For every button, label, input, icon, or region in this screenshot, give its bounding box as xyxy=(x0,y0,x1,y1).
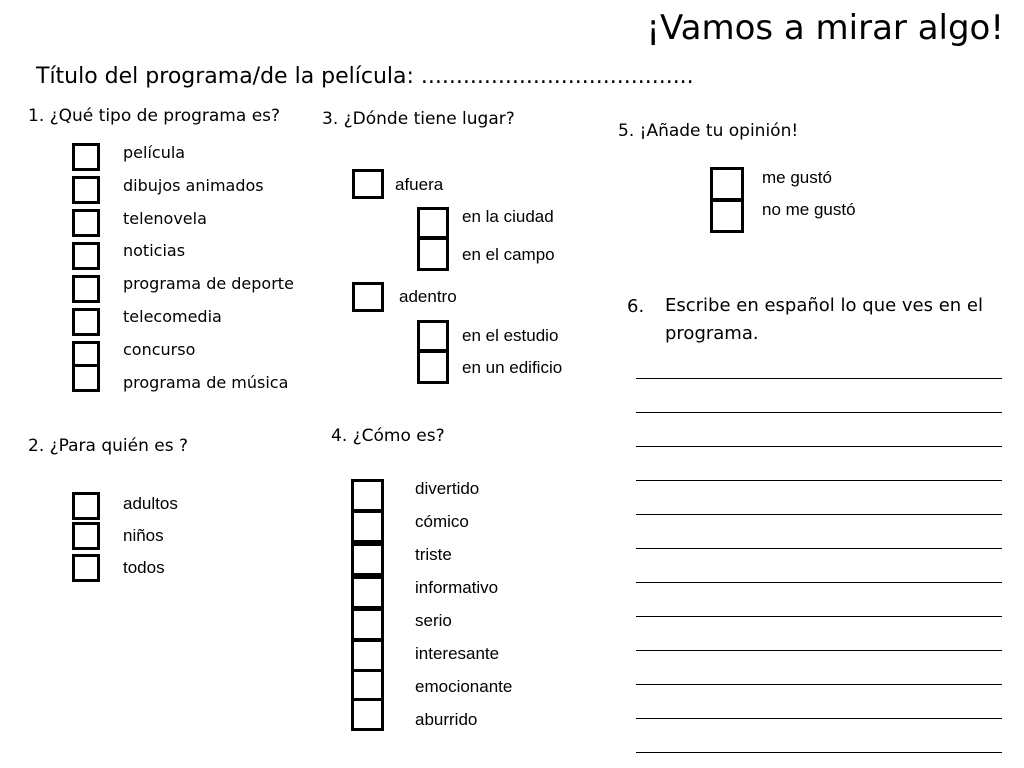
option-label: cómico xyxy=(415,512,469,531)
writing-line[interactable] xyxy=(636,684,1002,685)
option-label: concurso xyxy=(123,340,196,359)
option-label: programa de deporte xyxy=(123,274,294,293)
question-5: 5. ¡Añade tu opinión! xyxy=(618,121,799,141)
option-label: interesante xyxy=(415,644,500,663)
writing-line[interactable] xyxy=(636,446,1002,447)
option-label: en el campo xyxy=(462,245,555,264)
checkbox-afuera[interactable] xyxy=(352,169,384,199)
option-label: informativo xyxy=(415,578,499,597)
question-4: 4. ¿Cómo es? xyxy=(331,426,445,446)
option-label: divertido xyxy=(415,479,480,498)
checkbox-telenovela[interactable] xyxy=(72,209,100,237)
checkbox-programa-de-deporte[interactable] xyxy=(72,275,100,303)
writing-line[interactable] xyxy=(636,412,1002,413)
checkbox-en-el-estudio[interactable] xyxy=(417,320,449,352)
checkbox-informativo[interactable] xyxy=(351,576,384,609)
option-label: me gustó xyxy=(762,168,832,187)
option-label: en un edificio xyxy=(462,358,563,377)
writing-line[interactable] xyxy=(636,480,1002,481)
checkbox-aburrido[interactable] xyxy=(351,698,384,731)
writing-line[interactable] xyxy=(636,718,1002,719)
option-label: serio xyxy=(415,611,452,630)
writing-line[interactable] xyxy=(636,548,1002,549)
checkbox-en-la-ciudad[interactable] xyxy=(417,207,449,239)
checkbox-no-me-gusto[interactable] xyxy=(710,199,744,233)
writing-line[interactable] xyxy=(636,582,1002,583)
checkbox-ninos[interactable] xyxy=(72,522,100,550)
option-label: dibujos animados xyxy=(123,176,264,195)
option-label: telenovela xyxy=(123,209,207,228)
checkbox-programa-de-musica[interactable] xyxy=(72,364,100,392)
option-label: aburrido xyxy=(415,710,478,729)
checkbox-en-un-edificio[interactable] xyxy=(417,350,449,384)
option-label: no me gustó xyxy=(762,200,856,219)
checkbox-telecomedia[interactable] xyxy=(72,308,100,336)
question-1: 1. ¿Qué tipo de programa es? xyxy=(28,106,281,126)
option-label: todos xyxy=(123,558,165,577)
checkbox-adentro[interactable] xyxy=(352,282,384,312)
option-label: emocionante xyxy=(415,677,513,696)
checkbox-comico[interactable] xyxy=(351,510,384,543)
option-label: película xyxy=(123,143,186,162)
writing-line[interactable] xyxy=(636,616,1002,617)
checkbox-dibujos-animados[interactable] xyxy=(72,176,100,204)
option-label: programa de música xyxy=(123,373,289,392)
checkbox-me-gusto[interactable] xyxy=(710,167,744,201)
checkbox-triste[interactable] xyxy=(351,543,384,576)
option-label: telecomedia xyxy=(123,307,222,326)
option-label: en la ciudad xyxy=(462,207,554,226)
checkbox-serio[interactable] xyxy=(351,608,384,641)
option-label: noticias xyxy=(123,241,186,260)
option-label: niños xyxy=(123,526,164,545)
writing-line[interactable] xyxy=(636,378,1002,379)
question-2: 2. ¿Para quién es ? xyxy=(28,436,189,456)
checkbox-todos[interactable] xyxy=(72,554,100,582)
option-label: adentro xyxy=(399,287,457,306)
checkbox-divertido[interactable] xyxy=(351,479,384,512)
question-6-number: 6. xyxy=(627,296,645,317)
checkbox-noticias[interactable] xyxy=(72,242,100,270)
checkbox-adultos[interactable] xyxy=(72,492,100,520)
film-title-prompt: Título del programa/de la película: ....................................... xyxy=(36,64,694,89)
page-title: ¡Vamos a mirar algo! xyxy=(646,8,1004,48)
question-6-prompt: Escribe en español lo que ves en el programa. xyxy=(665,295,983,344)
writing-line[interactable] xyxy=(636,752,1002,753)
option-label: afuera xyxy=(395,175,444,194)
option-label: adultos xyxy=(123,494,178,513)
option-label: en el estudio xyxy=(462,326,559,345)
writing-line[interactable] xyxy=(636,514,1002,515)
option-label: triste xyxy=(415,545,452,564)
writing-line[interactable] xyxy=(636,650,1002,651)
checkbox-interesante[interactable] xyxy=(351,639,384,672)
question-3: 3. ¿Dónde tiene lugar? xyxy=(322,109,515,129)
checkbox-pelicula[interactable] xyxy=(72,143,100,171)
checkbox-en-el-campo[interactable] xyxy=(417,237,449,271)
